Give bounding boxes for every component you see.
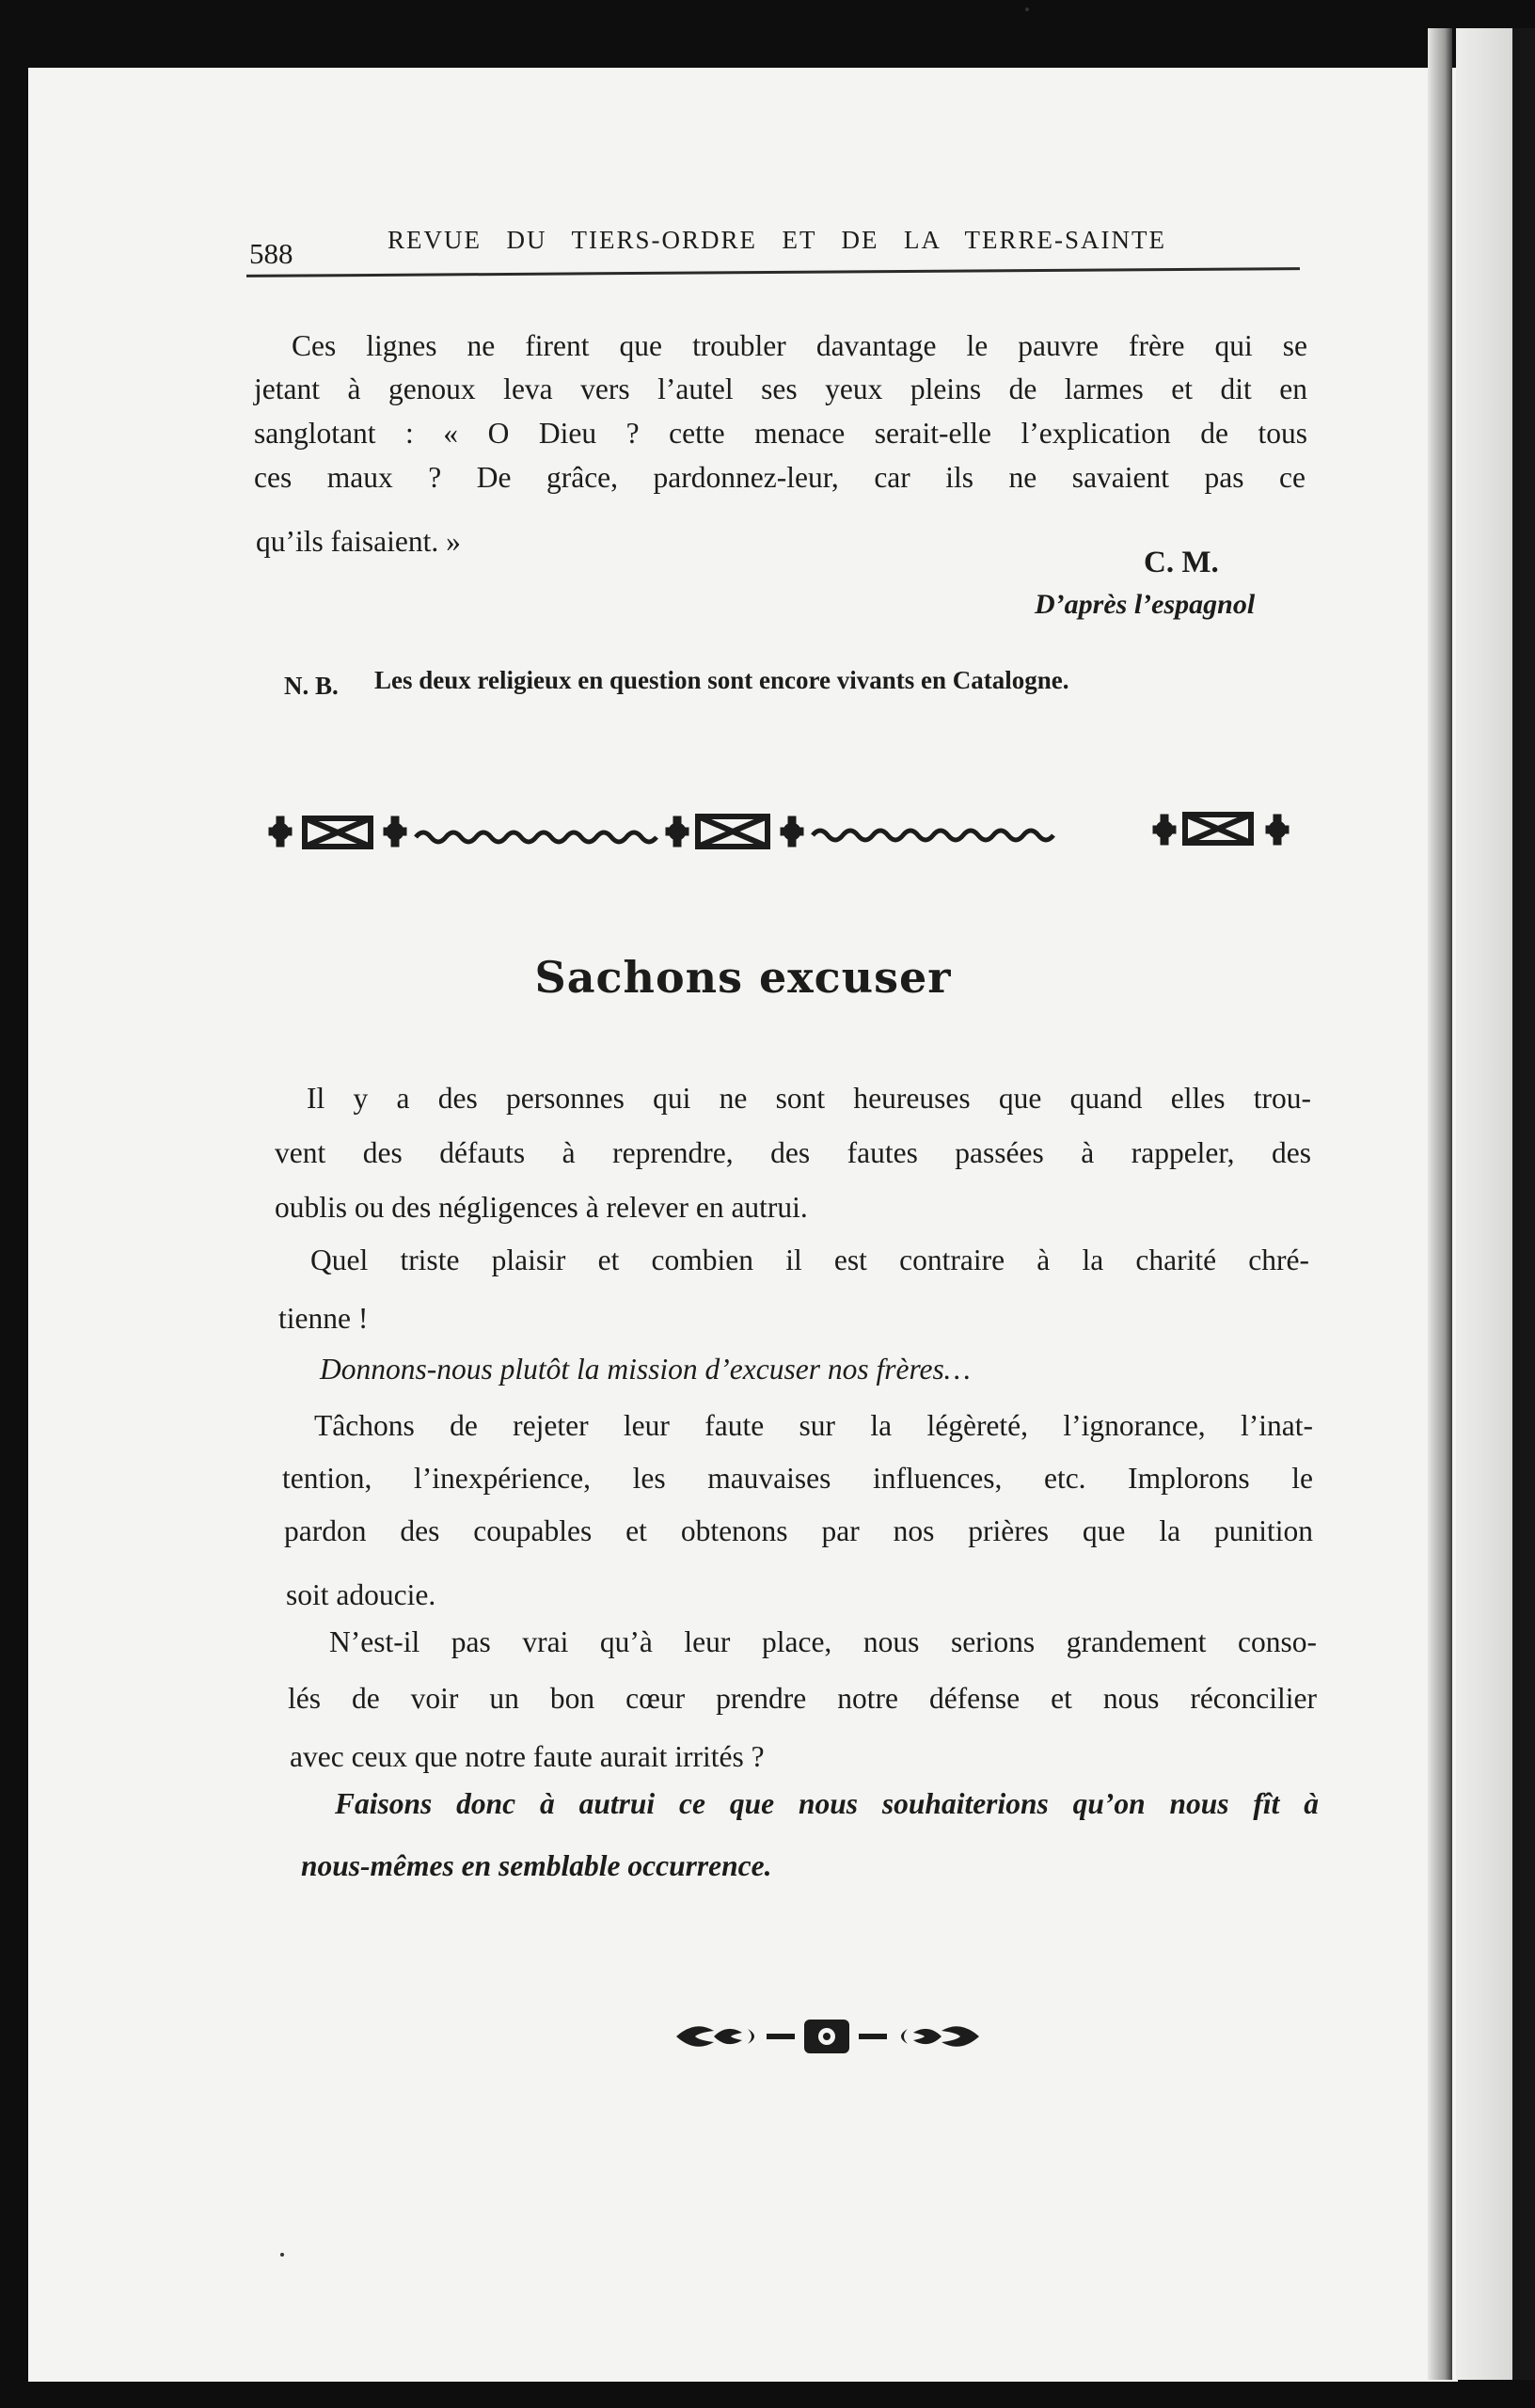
knot-icon — [305, 818, 371, 847]
text-line: pardon des coupables et obtenons par nos prières que la punition — [284, 1514, 1313, 1547]
page-number: 588 — [249, 237, 293, 270]
text-line: tention, l’inexpérience, les mauvaises influences, etc. Implorons le — [282, 1462, 1313, 1495]
text-line: qu’ils faisaient. » — [256, 525, 461, 558]
text-line: Tâchons de rejeter leur faute sur la légèreté, l’ignorance, l’inat- — [314, 1409, 1313, 1442]
fleuron-icon — [1153, 815, 1176, 845]
facing-page-edge — [1456, 28, 1512, 2380]
fleuron-icon — [666, 816, 688, 847]
italic-line: nous-mêmes en semblable occurrence. — [301, 1849, 772, 1882]
knot-icon — [698, 816, 768, 847]
running-head: REVUE DU TIERS-ORDRE ET DE LA TERRE-SAINTE — [388, 226, 1166, 254]
fleuron-icon — [1266, 815, 1289, 845]
text-line: N’est-il pas vrai qu’à leur place, nous serions grandement conso- — [329, 1625, 1317, 1658]
fleuron-icon — [384, 816, 406, 847]
note-text: Les deux religieux en question sont encore vivants en Catalogne. — [374, 666, 1069, 694]
text-line: oublis ou des négligences à relever en autrui. — [275, 1191, 808, 1224]
text-line: ces maux ? De grâce, pardonnez-leur, car ils ne savaient pas ce — [254, 461, 1306, 494]
text-line: tienne ! — [278, 1302, 369, 1335]
signature: C. M. — [1144, 546, 1219, 579]
fleuron-icon — [269, 816, 292, 847]
source-attribution: D’après l’espagnol — [1035, 589, 1256, 620]
text-line: Il y a des personnes qui ne sont heureuses que quand elles trou- — [307, 1082, 1311, 1115]
text-line: sanglotant : « O Dieu ? cette menace serait-elle l’explication de tous — [254, 417, 1307, 450]
page-gutter — [1428, 28, 1452, 2380]
text-line: vent des défauts à reprendre, des fautes passées à rappeler, des — [275, 1136, 1311, 1169]
text-line: jetant à genoux leva vers l’autel ses yeux pleins de larmes et dit en — [254, 372, 1307, 405]
italic-line: Donnons-nous plutôt la mission d’excuser nos frères… — [320, 1353, 971, 1386]
scan-speck — [280, 2253, 284, 2257]
tailpiece-ornament-icon — [673, 2008, 983, 2065]
fleuron-icon — [781, 816, 803, 847]
scan-speck — [1025, 8, 1029, 11]
article-title: Sachons excuser — [534, 952, 952, 1003]
text-line: Quel triste plaisir et combien il est contraire à la charité chré- — [310, 1244, 1309, 1276]
knot-icon — [1185, 815, 1251, 843]
text-line: soit adoucie. — [286, 1578, 436, 1611]
text-line: Ces lignes ne firent que troubler davantage le pauvre frère qui se — [292, 329, 1307, 362]
ornament-band-icon — [263, 800, 1317, 865]
note-label: N. B. — [284, 672, 339, 700]
scan-border — [1512, 28, 1535, 2380]
text-line: lés de voir un bon cœur prendre notre défense et nous réconcilier — [288, 1682, 1317, 1715]
italic-line: Faisons donc à autrui ce que nous souhaiterions qu’on nous fît à — [335, 1787, 1319, 1820]
text-line: avec ceux que notre faute aurait irrités ? — [290, 1740, 765, 1773]
